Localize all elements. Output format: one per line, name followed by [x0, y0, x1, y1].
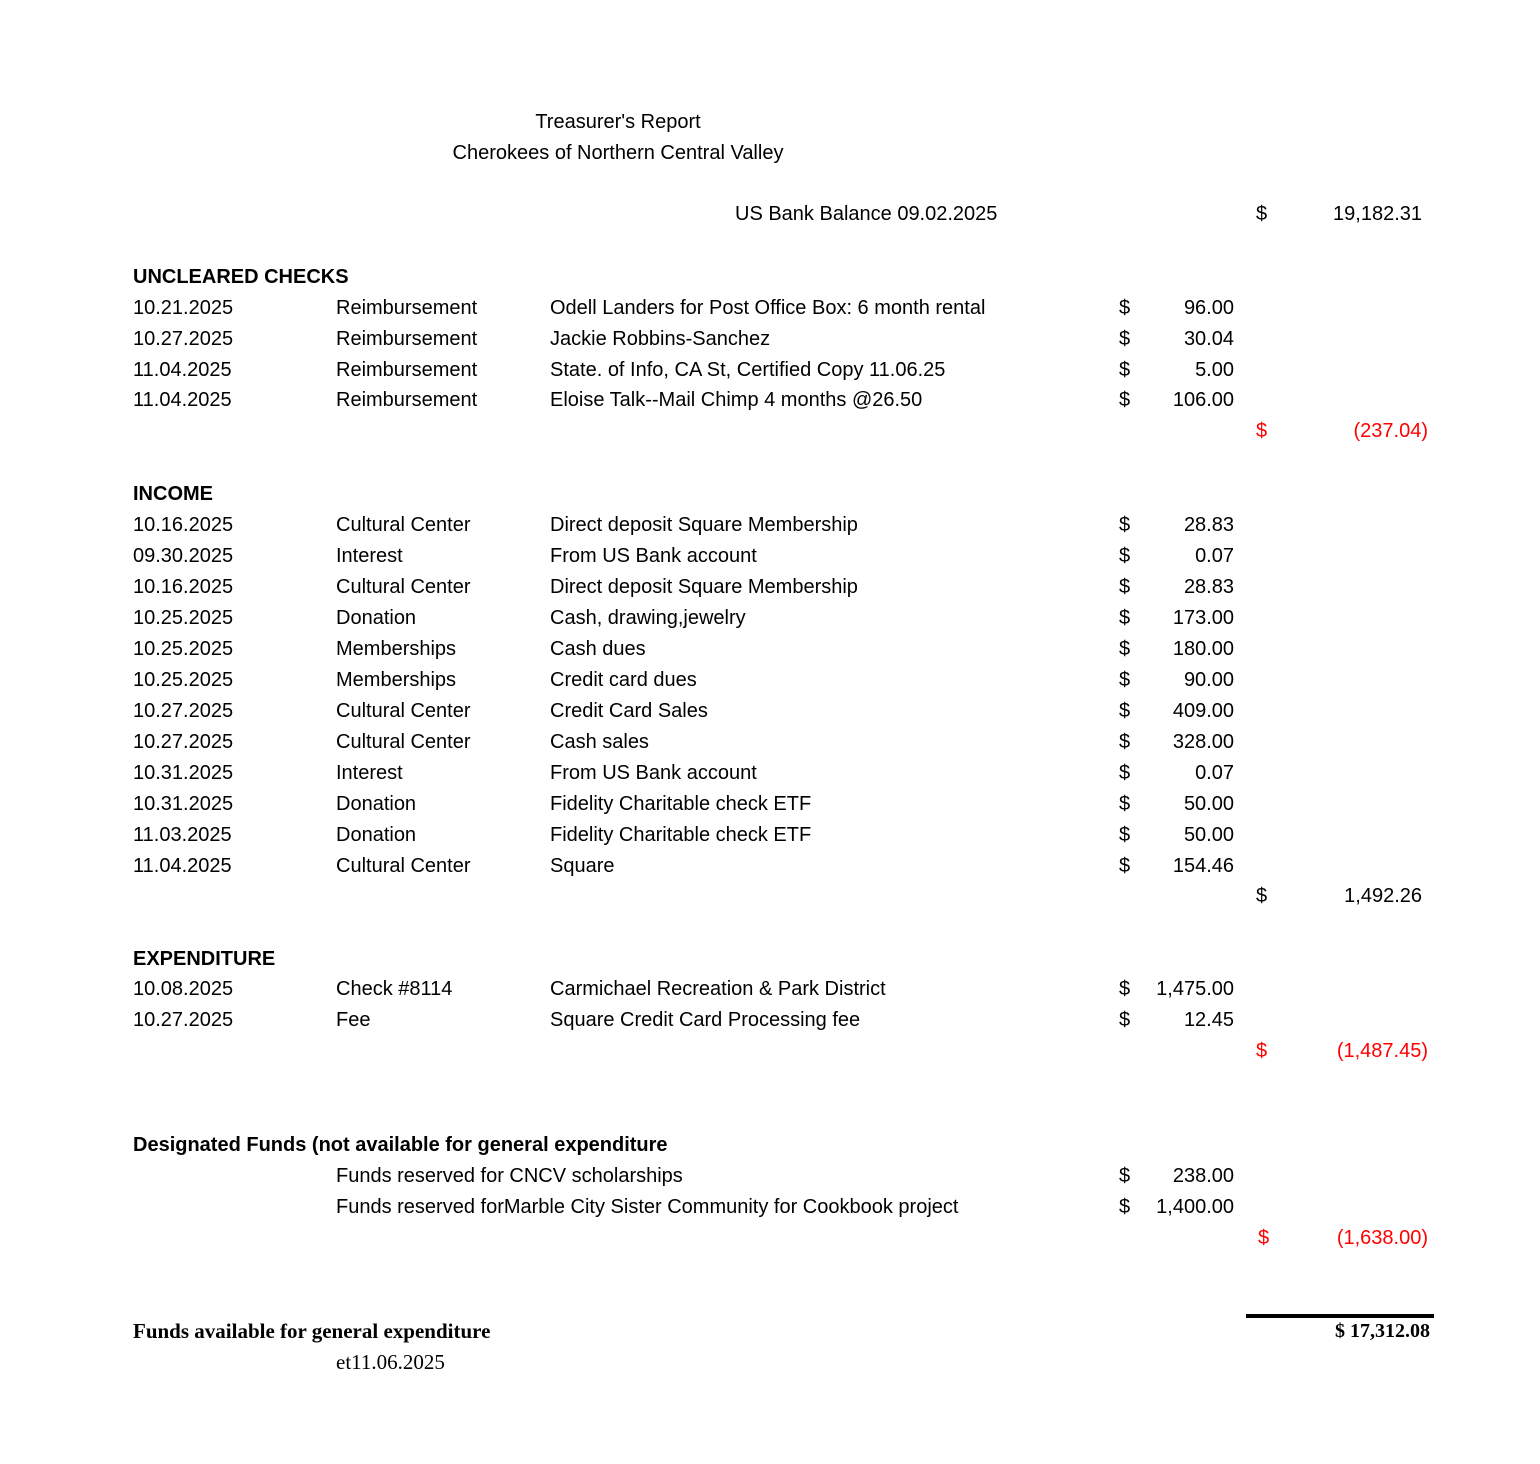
row-description: Cash, drawing,jewelry — [550, 607, 746, 629]
row-date: 11.03.2025 — [133, 824, 232, 846]
row-amount: 1,475.00 — [1156, 978, 1234, 1000]
org-name: Cherokees of Northern Central Valley — [452, 142, 784, 164]
row-description: Cash dues — [550, 638, 646, 660]
row-category: Cultural Center — [336, 700, 471, 722]
row-amount: 50.00 — [1183, 824, 1234, 846]
row-amount: 106.00 — [1172, 389, 1234, 411]
row-category: Donation — [336, 793, 417, 815]
row-category: Donation — [336, 824, 417, 846]
row-category: Memberships — [336, 638, 457, 660]
row-description: Square Credit Card Processing fee — [550, 1009, 861, 1031]
row-currency: $ — [1119, 700, 1131, 722]
funds-available-label: Funds available for general expenditure — [133, 1319, 491, 1343]
row-description: Credit Card Sales — [550, 700, 708, 722]
row-date: 11.04.2025 — [133, 359, 232, 381]
report-date-note: et11.06.2025 — [336, 1350, 445, 1374]
row-description: Funds reserved for CNCV scholarships — [336, 1165, 683, 1187]
expenditure-total-currency: $ — [1256, 1040, 1268, 1062]
row-date: 09.30.2025 — [133, 545, 234, 567]
row-description: State. of Info, CA St, Certified Copy 11.06.25 — [550, 359, 946, 381]
row-currency: $ — [1119, 638, 1131, 660]
row-date: 10.16.2025 — [133, 576, 234, 598]
row-amount: 5.00 — [1195, 359, 1234, 381]
row-amount: 50.00 — [1183, 793, 1234, 815]
designated-total-currency: $ — [1258, 1227, 1270, 1249]
row-currency: $ — [1119, 607, 1131, 629]
designated-heading: Designated Funds (not available for general expenditure — [133, 1134, 668, 1156]
row-currency: $ — [1119, 1196, 1131, 1218]
row-date: 10.25.2025 — [133, 607, 234, 629]
row-category: Cultural Center — [336, 855, 471, 877]
uncleared-total-currency: $ — [1256, 420, 1268, 442]
row-currency: $ — [1119, 389, 1131, 411]
row-description: Credit card dues — [550, 669, 697, 691]
row-currency: $ — [1119, 1009, 1131, 1031]
row-amount: 28.83 — [1183, 576, 1234, 598]
row-amount: 328.00 — [1172, 731, 1234, 753]
row-category: Interest — [336, 545, 403, 567]
row-date: 10.27.2025 — [133, 328, 234, 350]
row-currency: $ — [1119, 514, 1131, 536]
bank-balance-amount: 19,182.31 — [1333, 203, 1422, 225]
row-category: Fee — [336, 1009, 371, 1031]
row-amount: 12.45 — [1183, 1009, 1234, 1031]
row-category: Reimbursement — [336, 297, 478, 319]
row-description: From US Bank account — [550, 762, 757, 784]
funds-available-amount: $ 17,312.08 — [1335, 1320, 1430, 1342]
row-description: Fidelity Charitable check ETF — [550, 793, 812, 815]
row-description: From US Bank account — [550, 545, 757, 567]
row-description: Square — [550, 855, 615, 877]
row-currency: $ — [1119, 545, 1131, 567]
row-description: Eloise Talk--Mail Chimp 4 months @26.50 — [550, 389, 923, 411]
row-amount: 0.07 — [1195, 762, 1234, 784]
row-description: Direct deposit Square Membership — [550, 514, 858, 536]
row-amount: 154.46 — [1172, 855, 1234, 877]
row-currency: $ — [1119, 297, 1131, 319]
row-currency: $ — [1119, 731, 1131, 753]
row-category: Check #8114 — [336, 978, 453, 1000]
row-currency: $ — [1119, 1165, 1131, 1187]
row-amount: 30.04 — [1183, 328, 1234, 350]
row-description: Direct deposit Square Membership — [550, 576, 858, 598]
report-title: Treasurer's Report — [535, 111, 701, 133]
row-category: Cultural Center — [336, 731, 471, 753]
row-category: Reimbursement — [336, 359, 478, 381]
row-date: 10.25.2025 — [133, 638, 234, 660]
row-amount: 0.07 — [1195, 545, 1234, 567]
row-category: Reimbursement — [336, 389, 478, 411]
row-category: Reimbursement — [336, 328, 478, 350]
row-currency: $ — [1119, 359, 1131, 381]
row-amount: 1,400.00 — [1156, 1196, 1234, 1218]
row-currency: $ — [1119, 793, 1131, 815]
row-date: 11.04.2025 — [133, 855, 232, 877]
row-category: Memberships — [336, 669, 457, 691]
row-date: 10.25.2025 — [133, 669, 234, 691]
row-currency: $ — [1119, 824, 1131, 846]
row-amount: 28.83 — [1183, 514, 1234, 536]
income-total-currency: $ — [1256, 885, 1268, 907]
row-amount: 96.00 — [1183, 297, 1234, 319]
row-currency: $ — [1119, 328, 1131, 350]
row-date: 11.04.2025 — [133, 389, 232, 411]
row-description: Funds reserved forMarble City Sister Community for Cookbook project — [336, 1196, 959, 1218]
row-category: Cultural Center — [336, 514, 471, 536]
row-currency: $ — [1119, 576, 1131, 598]
row-category: Interest — [336, 762, 403, 784]
row-date: 10.21.2025 — [133, 297, 234, 319]
total-rule — [1246, 1314, 1434, 1318]
row-date: 10.27.2025 — [133, 731, 234, 753]
row-currency: $ — [1119, 978, 1131, 1000]
row-amount: 409.00 — [1172, 700, 1234, 722]
row-category: Cultural Center — [336, 576, 471, 598]
bank-balance-currency: $ — [1256, 203, 1268, 225]
row-category: Donation — [336, 607, 417, 629]
row-date: 10.16.2025 — [133, 514, 234, 536]
row-date: 10.27.2025 — [133, 700, 234, 722]
row-description: Jackie Robbins-Sanchez — [550, 328, 771, 350]
row-currency: $ — [1119, 855, 1131, 877]
row-currency: $ — [1119, 669, 1131, 691]
designated-total: (1,638.00) — [1336, 1227, 1428, 1249]
row-amount: 238.00 — [1172, 1165, 1234, 1187]
row-description: Fidelity Charitable check ETF — [550, 824, 812, 846]
row-amount: 90.00 — [1183, 669, 1234, 691]
row-date: 10.08.2025 — [133, 978, 234, 1000]
income-heading: INCOME — [133, 483, 213, 505]
row-date: 10.27.2025 — [133, 1009, 234, 1031]
income-total: 1,492.26 — [1344, 885, 1422, 907]
row-date: 10.31.2025 — [133, 762, 234, 784]
expenditure-heading: EXPENDITURE — [133, 948, 276, 970]
row-description: Cash sales — [550, 731, 649, 753]
bank-balance-label: US Bank Balance 09.02.2025 — [735, 203, 998, 225]
uncleared-heading: UNCLEARED CHECKS — [133, 266, 349, 288]
expenditure-total: (1,487.45) — [1336, 1040, 1428, 1062]
row-date: 10.31.2025 — [133, 793, 234, 815]
row-amount: 173.00 — [1172, 607, 1234, 629]
row-currency: $ — [1119, 762, 1131, 784]
row-description: Carmichael Recreation & Park District — [550, 978, 886, 1000]
row-description: Odell Landers for Post Office Box: 6 month rental — [550, 297, 986, 319]
uncleared-total: (237.04) — [1353, 420, 1428, 442]
row-amount: 180.00 — [1172, 638, 1234, 660]
